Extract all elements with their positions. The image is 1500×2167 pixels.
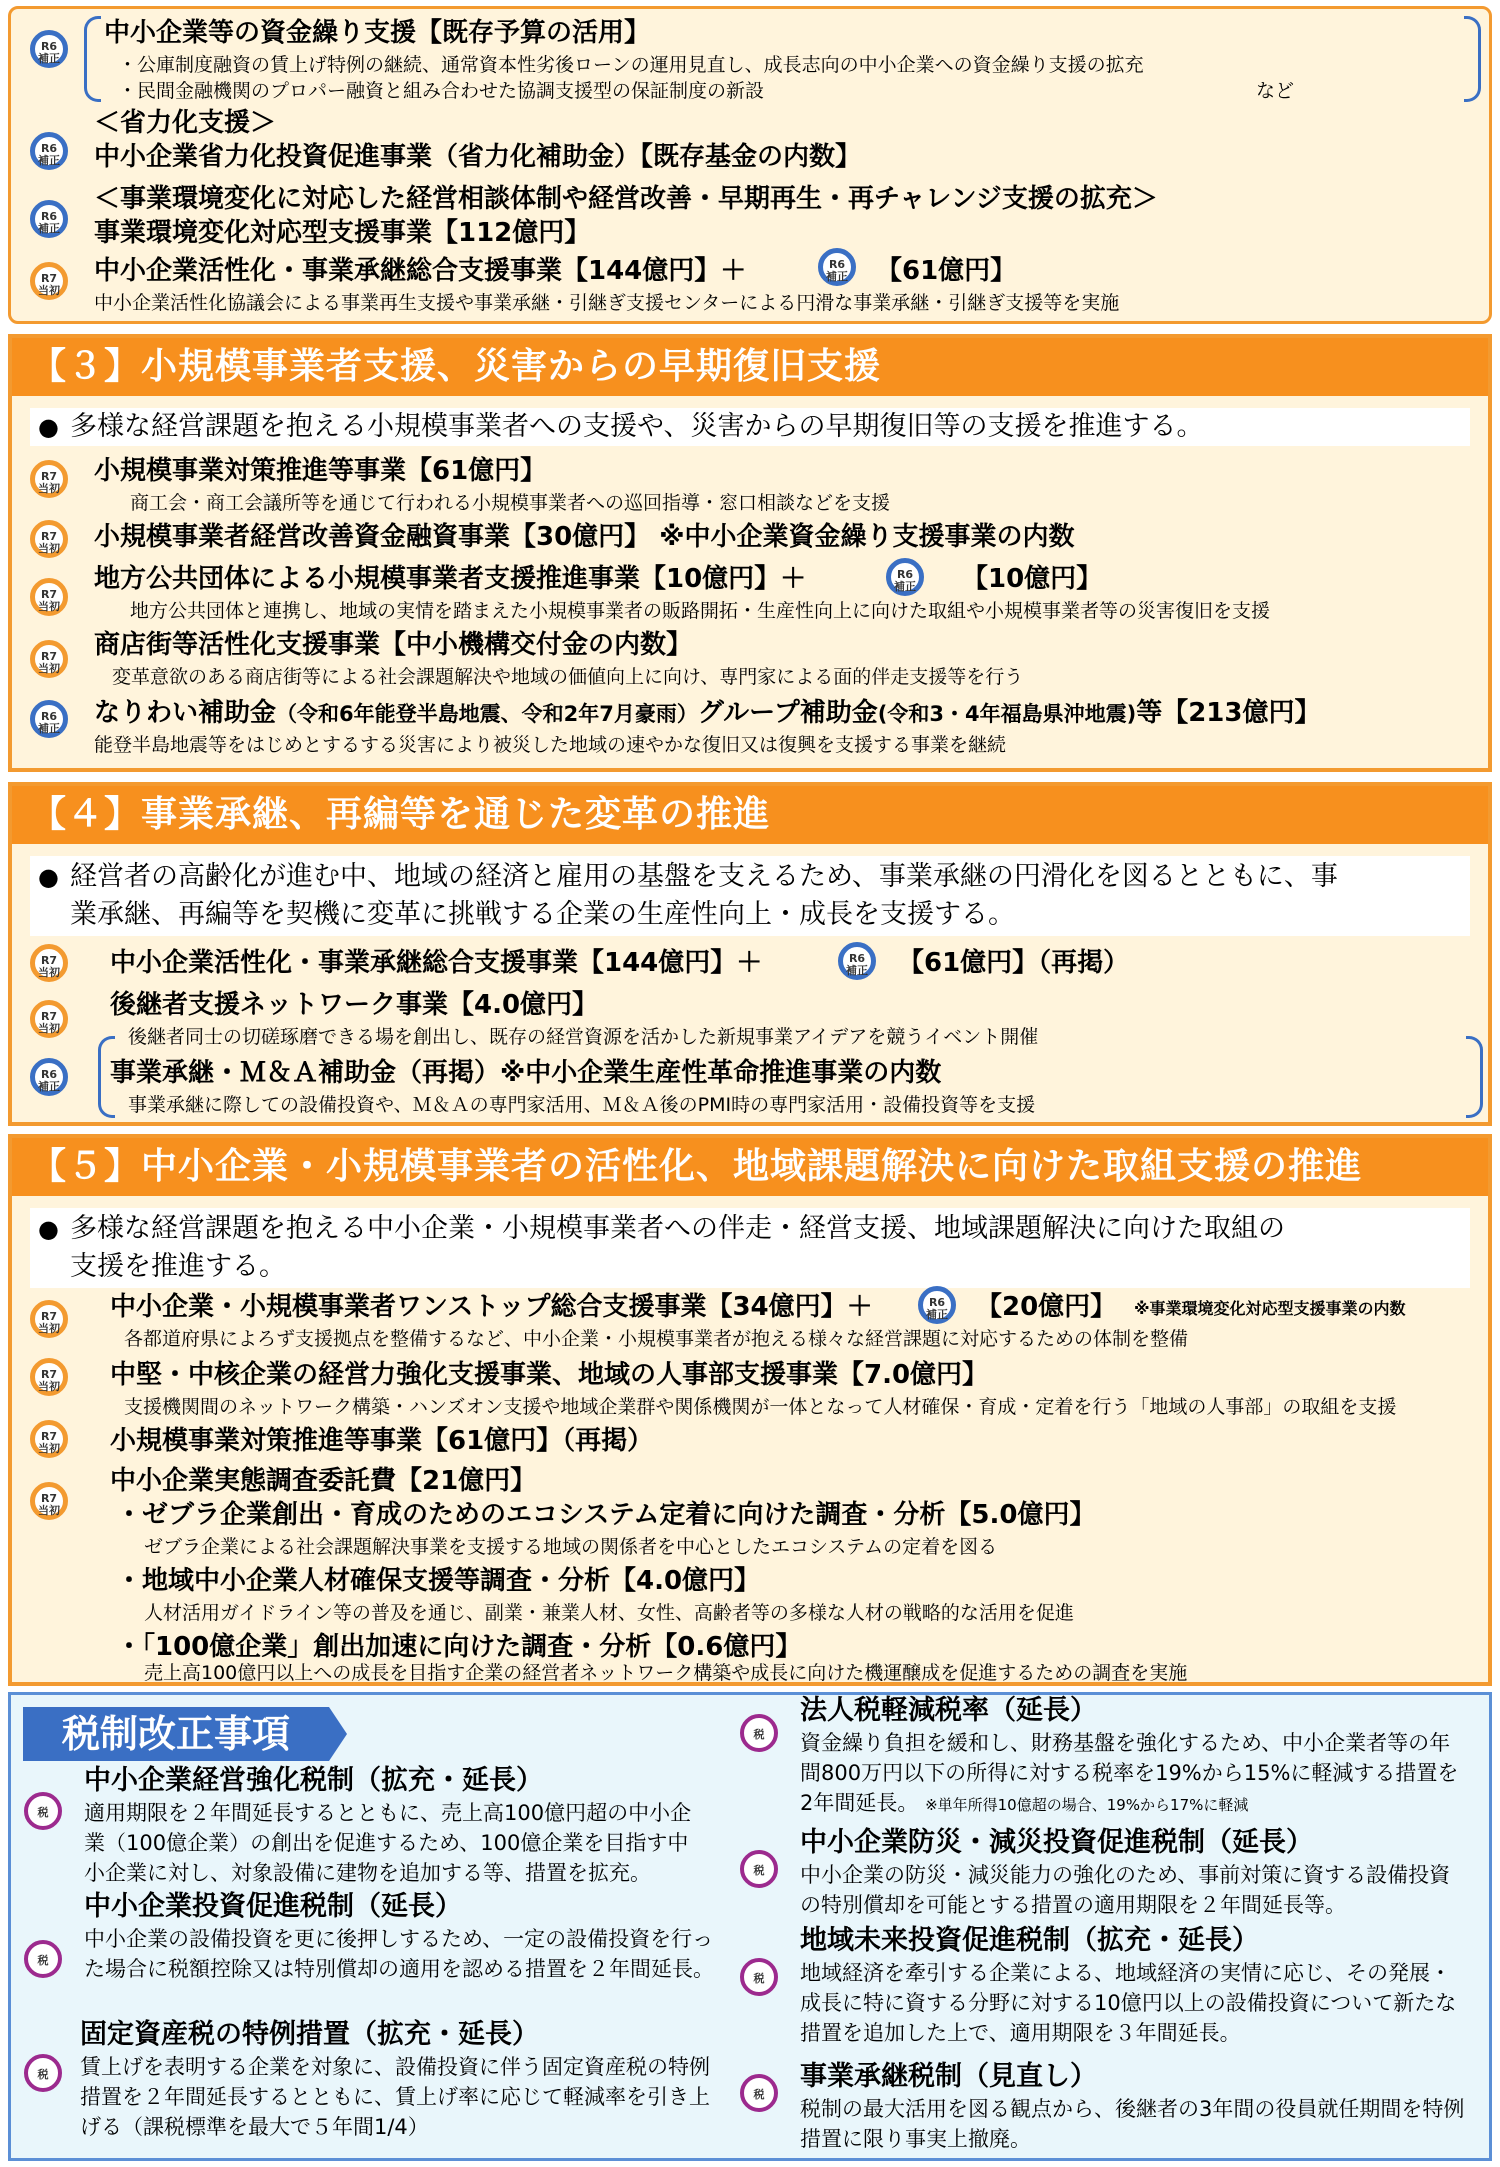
tax-right-1-desc-text: 資金繰り負担を緩和し、財務基盤を強化するため、中小企業者等の年間800万円以下の所得に対する税率を19%から15%に軽減する措置を2年間延長。: [800, 1731, 1459, 1815]
section-4-title: 【４】事業承継、再編等を通じた変革の推進: [12, 786, 1488, 844]
tax-badge: 税: [24, 1940, 62, 1978]
tax-badge: 税: [24, 1792, 62, 1830]
r7-badge: R7 当初: [30, 1482, 68, 1520]
bracket-right: [1464, 16, 1481, 102]
r6-badge: R6 補正: [886, 558, 924, 596]
tax-left-2-heading: 中小企業投資促進税制（延長）: [84, 1891, 462, 1922]
tax-badge: 税: [24, 2054, 62, 2092]
top-heading-3b: 事業環境変化対応型支援事業【112億円】: [94, 218, 591, 248]
section-3-lead: 多様な経営課題を抱える小規模事業者への支援や、災害からの早期復旧等の支援を推進する。: [70, 411, 1204, 442]
sec4-item-1-heading-2: 【61億円】（再掲）: [898, 948, 1130, 978]
section-4-lead-1: 経営者の高齢化が進む中、地域の経済と雇用の基盤を支えるため、事業承継の円滑化を図るとともに、事: [70, 861, 1338, 892]
r7-badge: R7 当初: [30, 262, 68, 300]
sec3-item-4-heading: 商店街等活性化支援事業【中小機構交付金の内数】: [94, 630, 693, 660]
tax-left-2-desc: 中小企業の設備投資を更に後押しするため、一定の設備投資を行った場合に税額控除又は特別償却の適用を認める措置を２年間延長。: [84, 1927, 714, 1981]
sec3-item-5-d: (令和3・4年福島県沖地震): [877, 702, 1137, 726]
top-desc-4: 中小企業活性化協議会による事業再生支援や事業承継・引継ぎ支援センターによる円滑な事業承継・引継ぎ支援等を実施: [94, 292, 1120, 314]
r6-badge: R6 補正: [30, 132, 68, 170]
top-desc-1: ・公庫制度融資の賃上げ特例の継続、通常資本性劣後ローンの運用見直し、成長志向の中小企業への資金繰り支援の拡充: [118, 54, 1144, 76]
sec3-item-5-c: グループ補助金: [697, 698, 878, 728]
sec5-sub-2-heading: ・地域中小企業人材確保支援等調査・分析【4.0億円】: [116, 1566, 761, 1596]
bullet-icon: ●: [38, 1215, 59, 1243]
section-5-lead-2: 支援を推進する。: [70, 1251, 286, 1282]
section-4-lead-2: 業承継、再編等を契機に変革に挑戦する企業の生産性向上・成長を支援する。: [70, 899, 1015, 930]
r7-badge: R7 当初: [30, 520, 68, 558]
r6-badge: R6 補正: [30, 1058, 68, 1096]
sec3-item-2-heading: 小規模事業者経営改善資金融資事業【30億円】 ※中小企業資金繰り支援事業の内数: [94, 522, 1075, 552]
top-heading-2a: ＜省力化支援＞: [94, 108, 277, 138]
sec4-item-3-heading: 事業承継・Ｍ＆Ａ補助金（再掲）※中小企業生産性革命推進事業の内数: [110, 1058, 942, 1088]
section-3-lead-box: [30, 408, 1470, 446]
sec3-item-5-a: なりわい補助金: [94, 698, 277, 728]
sec4-item-2-desc: 後継者同士の切磋琢磨できる場を創出し、既存の経営資源を活かした新規事業アイデアを競うイベント開催: [128, 1026, 1039, 1048]
section-5-lead-1: 多様な経営課題を抱える中小企業・小規模事業者への伴走・経営支援、地域課題解決に向けた取組の: [70, 1213, 1285, 1244]
sec3-item-5-b: （令和6年能登半島地震、令和2年7月豪雨）: [276, 702, 698, 726]
tax-right-2-heading: 中小企業防災・減災投資促進税制（延長）: [800, 1827, 1313, 1858]
sec5-sub-3-desc: 売上高100億円以上への成長を目指す企業の経営者ネットワーク構築や成長に向けた機運醸成を促進するための調査を実施: [144, 1662, 1188, 1684]
r6-badge: R6 補正: [818, 248, 856, 286]
sec5-item-1-note: ※事業環境変化対応型支援事業の内数: [1134, 1299, 1406, 1318]
section-5-lead-box: [30, 1208, 1470, 1288]
sec4-item-3-desc: 事業承継に際しての設備投資や、Ｍ＆Ａの専門家活用、Ｍ＆Ａ後のPMI時の専門家活用・設備投資等を支援: [128, 1094, 1036, 1116]
r6-badge: R6 補正: [30, 30, 68, 68]
section-3-title: 【３】小規模事業者支援、災害からの早期復旧支援: [12, 338, 1488, 396]
top-desc-2: ・民間金融機関のプロパー融資と組み合わせた協調支援型の保証制度の新設: [118, 80, 765, 102]
tax-right-1-note: ※単年所得10億超の場合、19%から17%に軽減: [925, 1796, 1249, 1814]
tax-right-4-desc: 税制の最大活用を図る観点から、後継者の3年間の役員就任期間を特例措置に限り事実上撤廃。: [800, 2097, 1465, 2151]
bullet-icon: ●: [38, 413, 59, 441]
top-desc-2-end: など: [1256, 80, 1295, 102]
sec3-item-3-heading-2: 【10億円】: [962, 564, 1103, 594]
sec3-item-4-desc: 変革意欲のある商店街等による社会課題解決や地域の価値向上に向け、専門家による面的伴走支援等を行う: [112, 666, 1024, 688]
bracket-left: [84, 16, 101, 102]
top-heading-1: 中小企業等の資金繰り支援【既存予算の活用】: [104, 18, 651, 48]
r7-badge: R7 当初: [30, 1300, 68, 1338]
sec3-item-5-desc: 能登半島地震等をはじめとするする災害により被災した地域の速やかな復旧又は復興を支援する事業を継続: [94, 734, 1007, 756]
sec5-sub-2-desc: 人材活用ガイドライン等の普及を通じ、副業・兼業人材、女性、高齢者等の多様な人材の戦略的な活用を促進: [144, 1602, 1074, 1624]
tax-right-4-heading: 事業承継税制（見直し）: [800, 2061, 1097, 2092]
sec3-item-5-heading: [94, 696, 1320, 731]
r6-badge: R6 補正: [30, 200, 68, 238]
sec5-sub-1-desc: ゼブラ企業による社会課題解決事業を支援する地域の関係者を中心としたエコシステムの定着を図る: [144, 1536, 998, 1558]
sec3-item-3-desc: 地方公共団体と連携し、地域の実情を踏まえた小規模事業者の販路開拓・生産性向上に向けた取組や小規模事業者等の災害復旧を支援: [130, 600, 1271, 622]
tax-right-3-desc: 地域経済を牽引する企業による、地域経済の実情に応じ、その発展・成長に特に資する分野に対する10億円以上の設備投資について新たな措置を追加した上で、適用期限を３年間延長。: [800, 1961, 1457, 2045]
top-heading-4a: 中小企業活性化・事業承継総合支援事業【144億円】＋: [94, 256, 747, 286]
sec5-sub-3-heading: ・「100億企業」創出加速に向けた調査・分析【0.6億円】: [116, 1632, 802, 1662]
section-4-lead-box: [30, 856, 1470, 936]
sec3-item-5-e: 等【213億円】: [1136, 698, 1321, 728]
sec5-item-3-heading: 小規模事業対策推進等事業【61億円】（再掲）: [110, 1426, 654, 1456]
r6-badge: R6 補正: [838, 942, 876, 980]
sec5-item-1-desc: 各都道府県によろず支援拠点を整備するなど、中小企業・小規模事業者が抱える様々な経営課題に対応するための体制を整備: [124, 1328, 1189, 1350]
tax-badge: 税: [740, 1714, 778, 1752]
top-heading-4b: 【61億円】: [876, 256, 1017, 286]
sec5-item-1-heading-2: 【20億円】: [976, 1292, 1117, 1322]
sec4-item-1-heading: 中小企業活性化・事業承継総合支援事業【144億円】＋: [110, 948, 763, 978]
sec5-item-2-desc: 支援機関間のネットワーク構築・ハンズオン支援や地域企業群や関係機関が一体となって人材確保・育成・定着を行う「地域の人事部」の取組を支援: [124, 1396, 1397, 1418]
tax-left-3-desc: 賃上げを表明する企業を対象に、設備投資に伴う固定資産税の特例措置を２年間延長するとともに、賃上げ率に応じて軽減率を引き上げる（課税標準を最大で５年間1/4）: [80, 2055, 710, 2139]
sec5-item-1-heading: 中小企業・小規模事業者ワンストップ総合支援事業【34億円】＋: [110, 1292, 873, 1322]
tax-right-2-desc: 中小企業の防災・減災能力の強化のため、事前対策に資する設備投資の特別償却を可能とする措置の適用期限を２年間延長等。: [800, 1863, 1451, 1917]
tax-left-1-heading: 中小企業経営強化税制（拡充・延長）: [84, 1765, 543, 1796]
sec5-item-4-heading: 中小企業実態調査委託費【21億円】: [110, 1466, 537, 1496]
r7-badge: R7 当初: [30, 1358, 68, 1396]
sec3-item-3-heading: 地方公共団体による小規模事業者支援推進事業【10億円】＋: [94, 564, 807, 594]
tax-badge: 税: [740, 1958, 778, 1996]
tax-left-3-heading: 固定資産税の特例措置（拡充・延長）: [80, 2019, 539, 2050]
sec3-item-1-desc: 商工会・商工会議所等を通じて行われる小規模事業者への巡回指導・窓口相談などを支援: [130, 492, 891, 514]
tax-right-1-desc: [800, 1728, 1470, 1820]
bracket-right: [1466, 1036, 1483, 1118]
sec5-item-2-heading: 中堅・中核企業の経営力強化支援事業、地域の人事部支援事業【7.0億円】: [110, 1360, 989, 1390]
bullet-icon: ●: [38, 863, 59, 891]
sec4-item-2-heading: 後継者支援ネットワーク事業【4.0億円】: [110, 990, 599, 1020]
tax-badge: 税: [740, 2074, 778, 2112]
r7-badge: R7 当初: [30, 1420, 68, 1458]
r7-badge: R7 当初: [30, 1000, 68, 1038]
tax-right-3-heading: 地域未来投資促進税制（拡充・延長）: [800, 1925, 1259, 1956]
sec5-sub-1-heading: ・ゼブラ企業創出・育成のためのエコシステム定着に向けた調査・分析【5.0億円】: [116, 1500, 1096, 1530]
tax-left-1-desc: 適用期限を２年間延長するとともに、売上高100億円超の中小企業（100億企業）の創出を促進するため、100億企業を目指す中小企業に対し、対象設備に建物を追加する等、措置を拡充。: [84, 1801, 692, 1885]
r6-badge: R6 補正: [918, 1286, 956, 1324]
tax-badge: 税: [740, 1850, 778, 1888]
top-heading-3a: ＜事業環境変化に対応した経営相談体制や経営改善・早期再生・再チャレンジ支援の拡充＞: [94, 184, 1158, 214]
r7-badge: R7 当初: [30, 578, 68, 616]
r7-badge: R7 当初: [30, 460, 68, 498]
r7-badge: R7 当初: [30, 944, 68, 982]
top-heading-2b: 中小企業省力化投資促進事業（省力化補助金）【既存基金の内数】: [94, 142, 862, 172]
r7-badge: R7 当初: [30, 640, 68, 678]
r6-badge: R6 補正: [30, 700, 68, 738]
section-5-title: 【５】中小企業・小規模事業者の活性化、地域課題解決に向けた取組支援の推進: [12, 1138, 1488, 1196]
tax-title: 税制改正事項: [23, 1707, 329, 1761]
sec3-item-1-heading: 小規模事業対策推進等事業【61億円】: [94, 456, 547, 486]
tax-right-1-heading: 法人税軽減税率（延長）: [800, 1695, 1097, 1726]
